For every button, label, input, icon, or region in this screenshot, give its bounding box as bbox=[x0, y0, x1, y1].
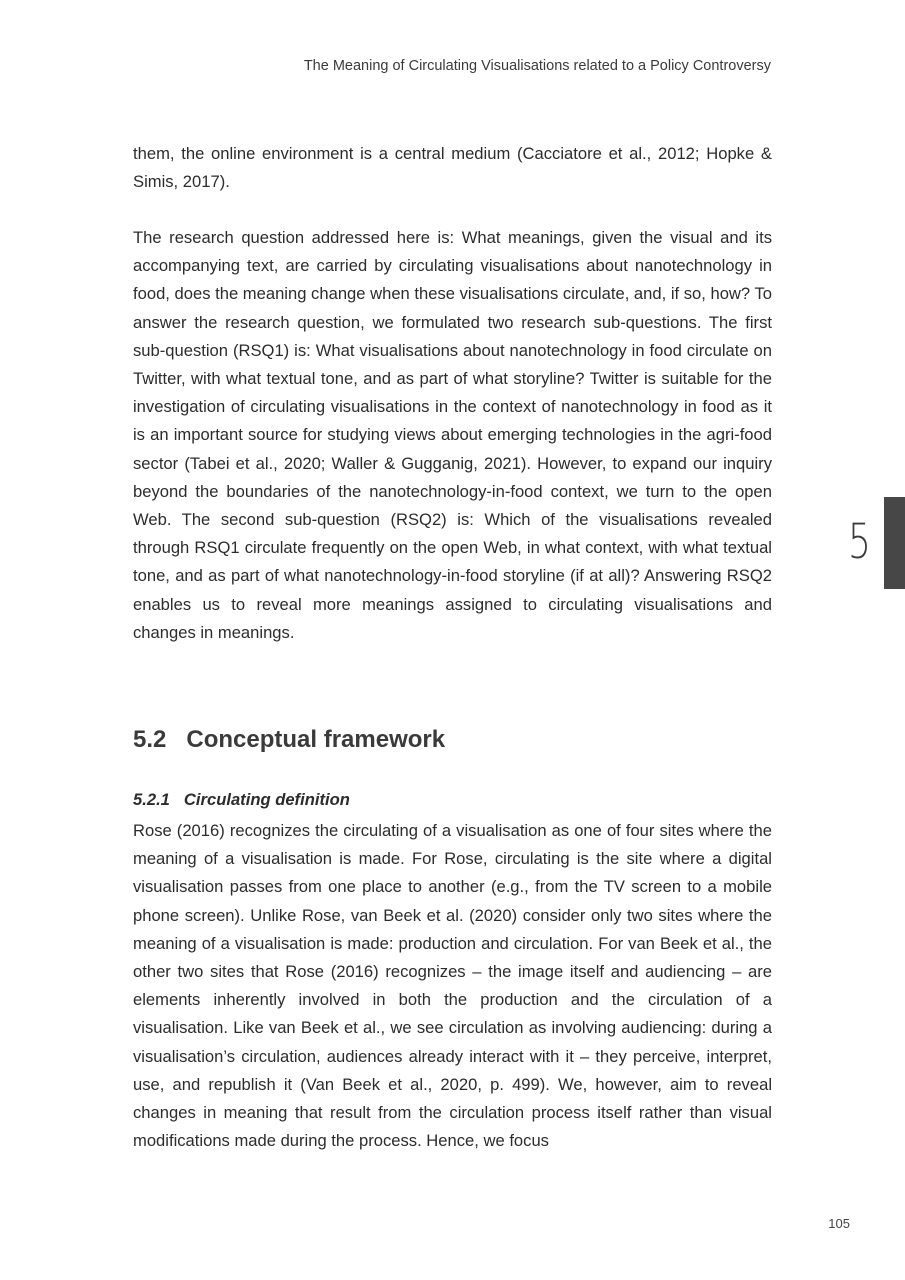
subsection-number: 5.2.1 bbox=[133, 790, 170, 809]
section-title: Conceptual framework bbox=[186, 726, 446, 753]
chapter-number-marker: 5 bbox=[848, 514, 871, 570]
subsection-heading bbox=[133, 790, 350, 810]
subsection-title: Circulating definition bbox=[183, 790, 350, 809]
running-header: The Meaning of Circulating Visualisations related to a Policy Controversy bbox=[303, 58, 771, 74]
chapter-thumb-tab bbox=[884, 497, 905, 589]
page-number: 105 bbox=[828, 1216, 850, 1231]
section-number: 5.2 bbox=[133, 726, 167, 753]
section-heading bbox=[133, 726, 445, 754]
body-paragraph-continuation: them, the online environment is a central medium (Cacciatore et al., 2012; Hopke & Simis, 2017). bbox=[133, 144, 772, 192]
body-paragraph-circulating-definition: Rose (2016) recognizes the circulating of a visualisation as one of four sites where the meaning of a visualisation is made. For Rose, circulating is the site where a digital visualisation passes from one place to another (e.g., from the TV screen to a mobile phone screen). Unlike Rose, van Beek et al. (2020) consider only two sites where the meaning of a visualisation is made: production and circulation. For van Beek et al., the other two sites that Rose (2016) recognizes – the image itself and audiencing – are elements inherently involved in both the production and the circulation of a visualisation. Like van Beek et al., we see circulation as involving audiencing: during a visualisation’s circulation, audiences already interact with it – they perceive, interpret, use, and republish it (Van Beek et al., 2020, p. 499). We, however, aim to reveal changes in meaning that result from the circulation process itself rather than visual modifications made during the process. Hence, we focus bbox=[133, 821, 772, 1151]
body-paragraph-research-question: The research question addressed here is: What meanings, given the visual and its accompanying text, are carried by circulating visualisations about nanotechnology in food, does the meaning change when these visualisations circulate, and, if so, how? To answer the research question, we formulated two research sub-questions. The first sub-question (RSQ1) is: What visualisations about nanotechnology in food circulate on Twitter, with what textual tone, and as part of what storyline? Twitter is suitable for the investigation of circulating visualisations in the context of nanotechnology in food as it is an important source for studying views about emerging technologies in the agri-food sector (Tabei et al., 2020; Waller & Gugganig, 2021). However, to expand our inquiry beyond the boundaries of the nanotechnology-in-food context, we turn to the open Web. The second sub-question (RSQ2) is: Which of the visualisations revealed through RSQ1 circulate frequently on the open Web, in what context, with what textual tone, and as part of what nanotechnology-in-food storyline (if at all)? Answering RSQ2 enables us to reveal more meanings assigned to circulating visualisations and changes in meanings. bbox=[133, 228, 772, 642]
